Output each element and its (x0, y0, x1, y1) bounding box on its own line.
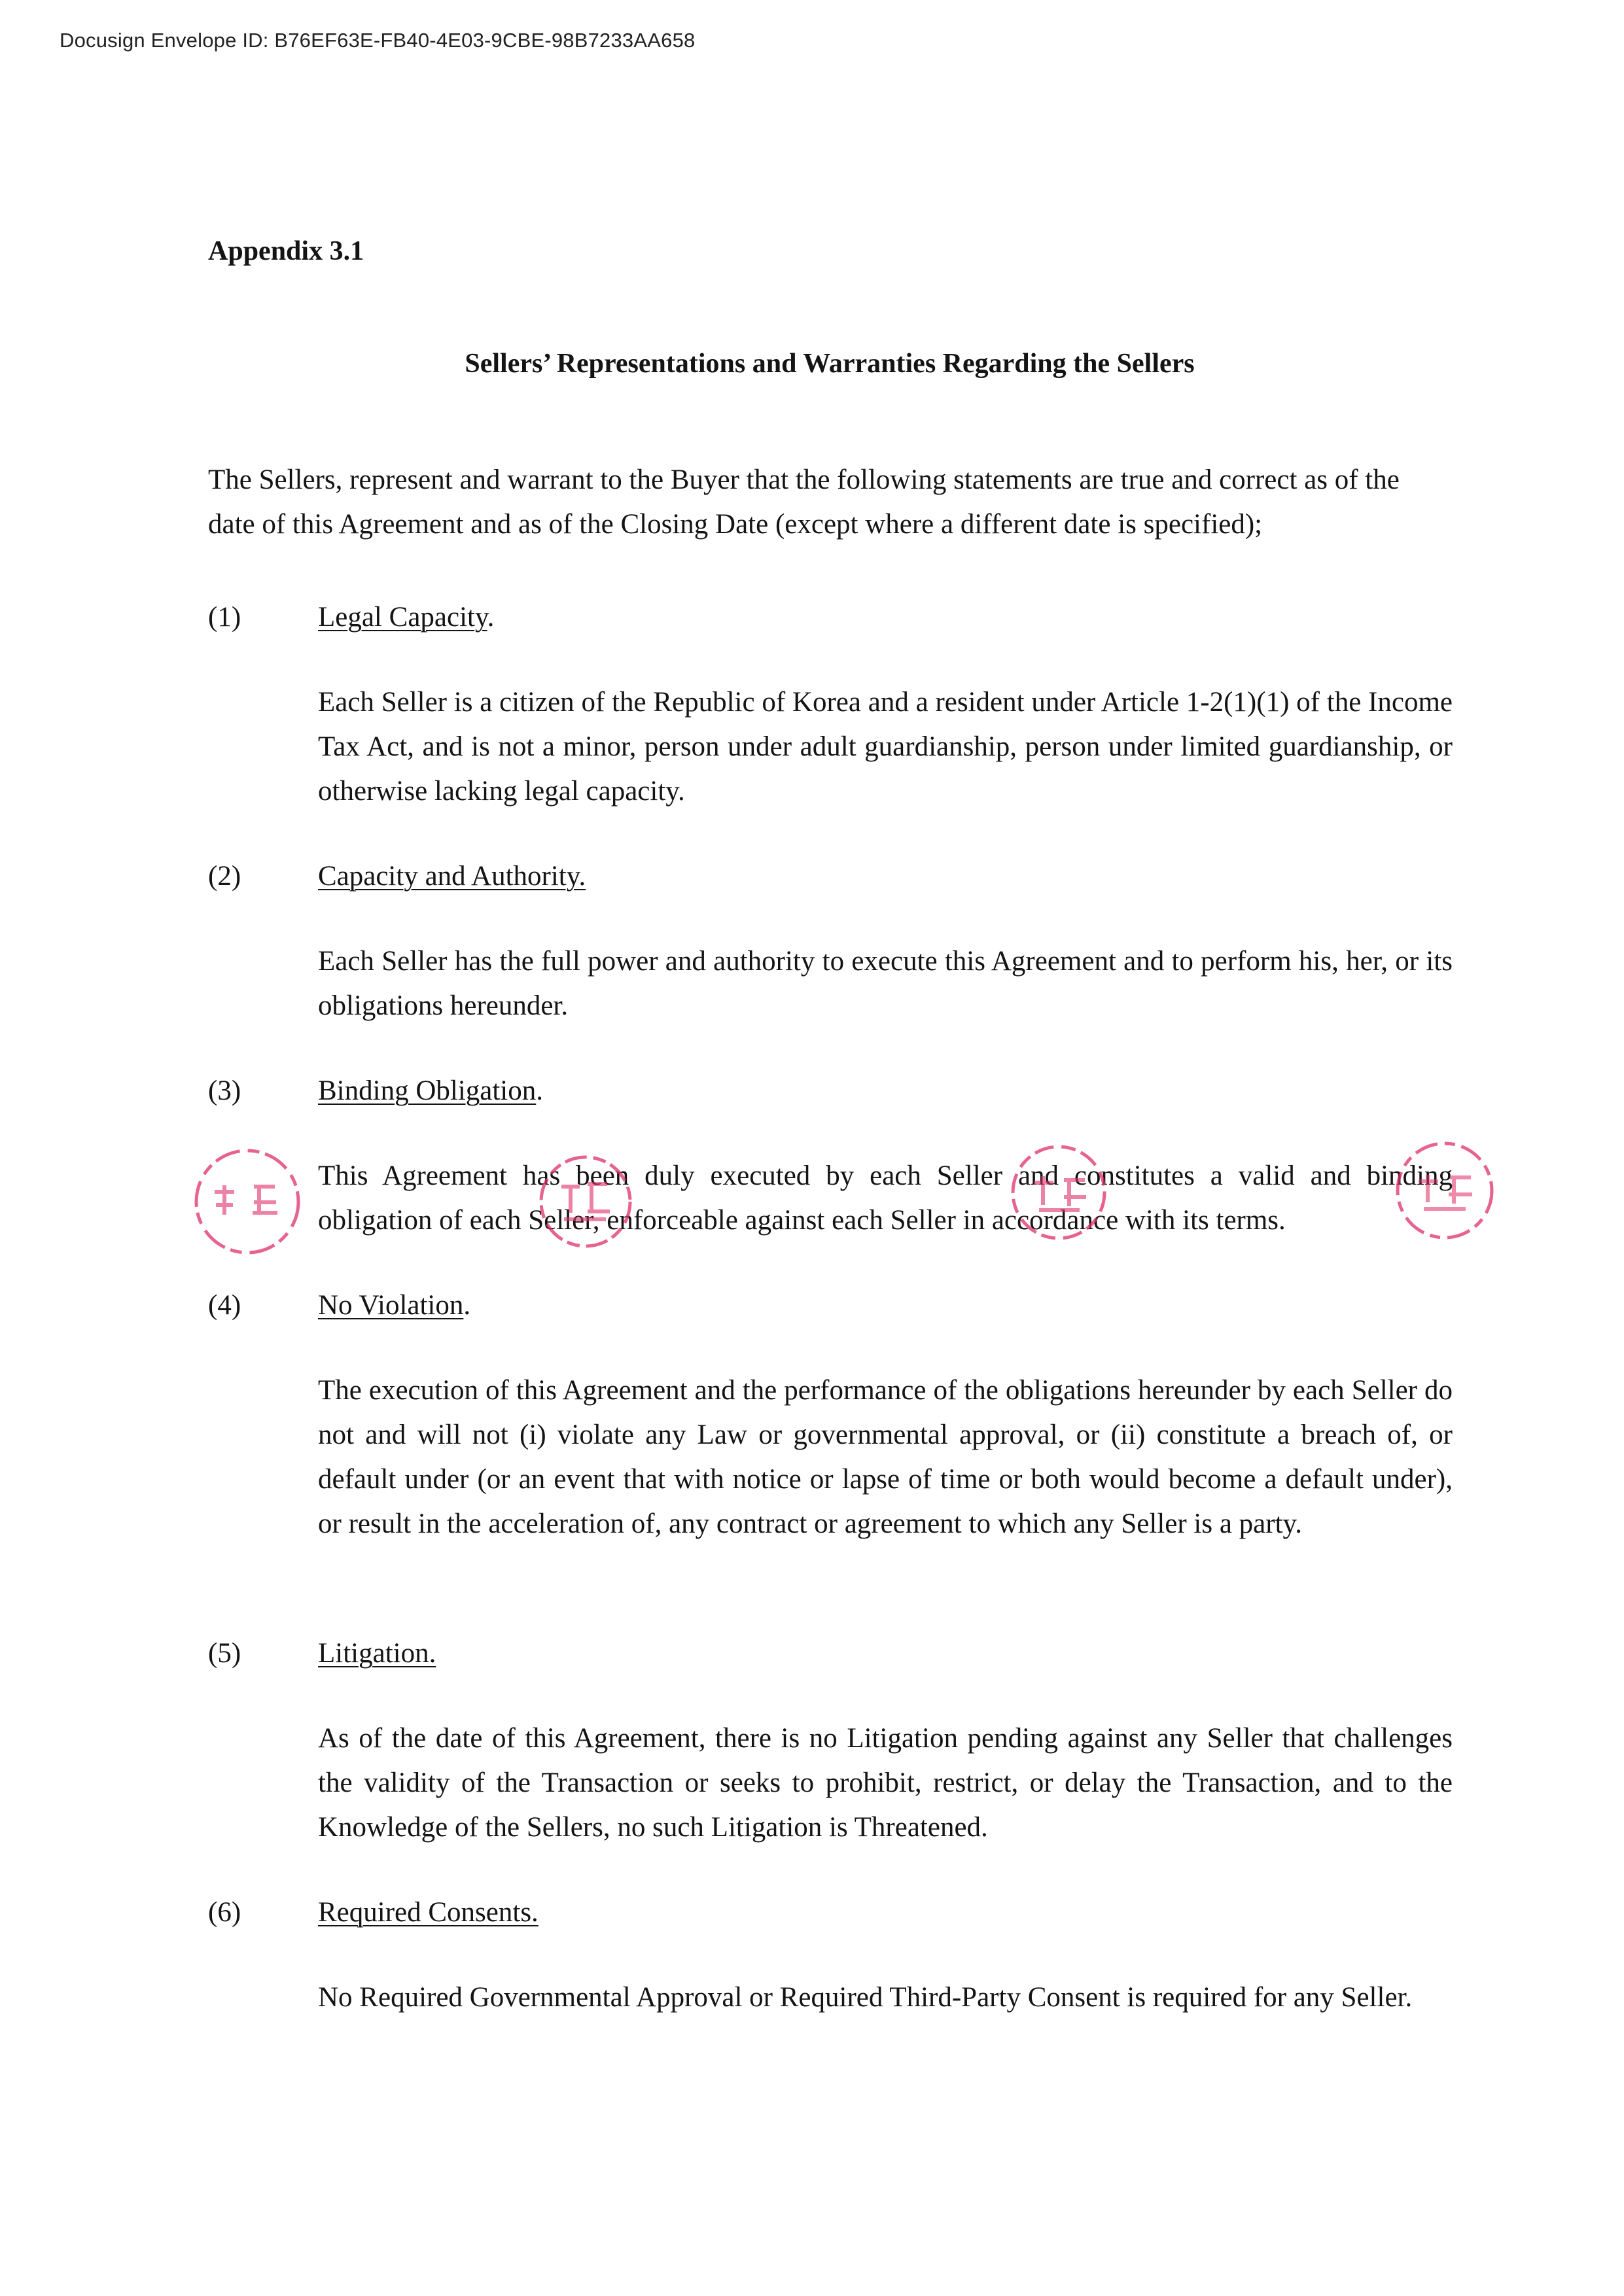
section-heading (318, 1283, 470, 1328)
seal-stamp (175, 1139, 319, 1264)
section-number: (3) (208, 1075, 241, 1106)
section-body: Each Seller is a citizen of the Republic of Korea and a resident under Article 1-2(1)(1) of the Income Tax Act, and is not a minor, person under adult guardianship, person under limited guardianship, or otherwise lacking legal capacity. (318, 687, 1453, 807)
section-number: (6) (208, 1897, 241, 1928)
section-heading (318, 1631, 436, 1676)
section-heading-text: Required Consents. (318, 1897, 538, 1928)
appendix-label: Appendix 3.1 (208, 236, 364, 266)
section-heading (318, 854, 586, 899)
section-heading-text: Litigation. (318, 1638, 436, 1669)
section-heading (318, 1890, 538, 1935)
section-body: As of the date of this Agreement, there is no Litigation pending against any Seller that challenges the validity of the Transaction or seeks to prohibit, restrict, or delay the Transaction, and to the Knowledge of the Sellers, no such Litigation is Threatened. (318, 1723, 1453, 1843)
section-heading (318, 1069, 543, 1113)
section-body: This Agreement has been duly executed by each Seller and constitutes a valid and binding obligation of each Seller, enforceable against each Seller in accordance with its terms. (318, 1160, 1453, 1236)
section-number: (1) (208, 602, 241, 633)
section-number: (5) (208, 1638, 241, 1669)
intro-paragraph: The Sellers, represent and warrant to the Buyer that the following statements are true and correct as of the date of this Agreement and as of the Closing Date (except where a different date is specified); (208, 464, 1400, 540)
section-heading-text: No Violation (318, 1290, 464, 1321)
section-heading (318, 595, 494, 640)
section-heading-text: Capacity and Authority. (318, 861, 586, 892)
envelope-id: Docusign Envelope ID: B76EF63E-FB40-4E03-9CBE-98B7233AA658 (60, 29, 696, 52)
document-title: Sellers’ Representations and Warranties Regarding the Sellers (465, 349, 1195, 379)
section-heading-text: Legal Capacity (318, 602, 487, 633)
section-heading-text: Binding Obligation (318, 1075, 537, 1106)
section-heading-suffix: . (487, 602, 495, 633)
section-body: No Required Governmental Approval or Required Third-Party Consent is required for any Seller. (318, 1982, 1413, 2013)
section-body: Each Seller has the full power and authority to execute this Agreement and to perform his, her, or its obligations hereunder. (318, 946, 1453, 1021)
section-heading-suffix: . (463, 1290, 471, 1321)
section-number: (2) (208, 861, 241, 892)
section-number: (4) (208, 1290, 241, 1321)
section-body: The execution of this Agreement and the performance of the obligations hereunder by each Seller do not and will not (i) violate any Law or governmental approval, or (ii) constitute a breach of, or default under (or an event that with notice or lapse of time or both would become a default under), or result in the acceleration of, any contract or agreement to which any Seller is a party. (318, 1375, 1453, 1539)
section-heading-suffix: . (536, 1075, 543, 1106)
